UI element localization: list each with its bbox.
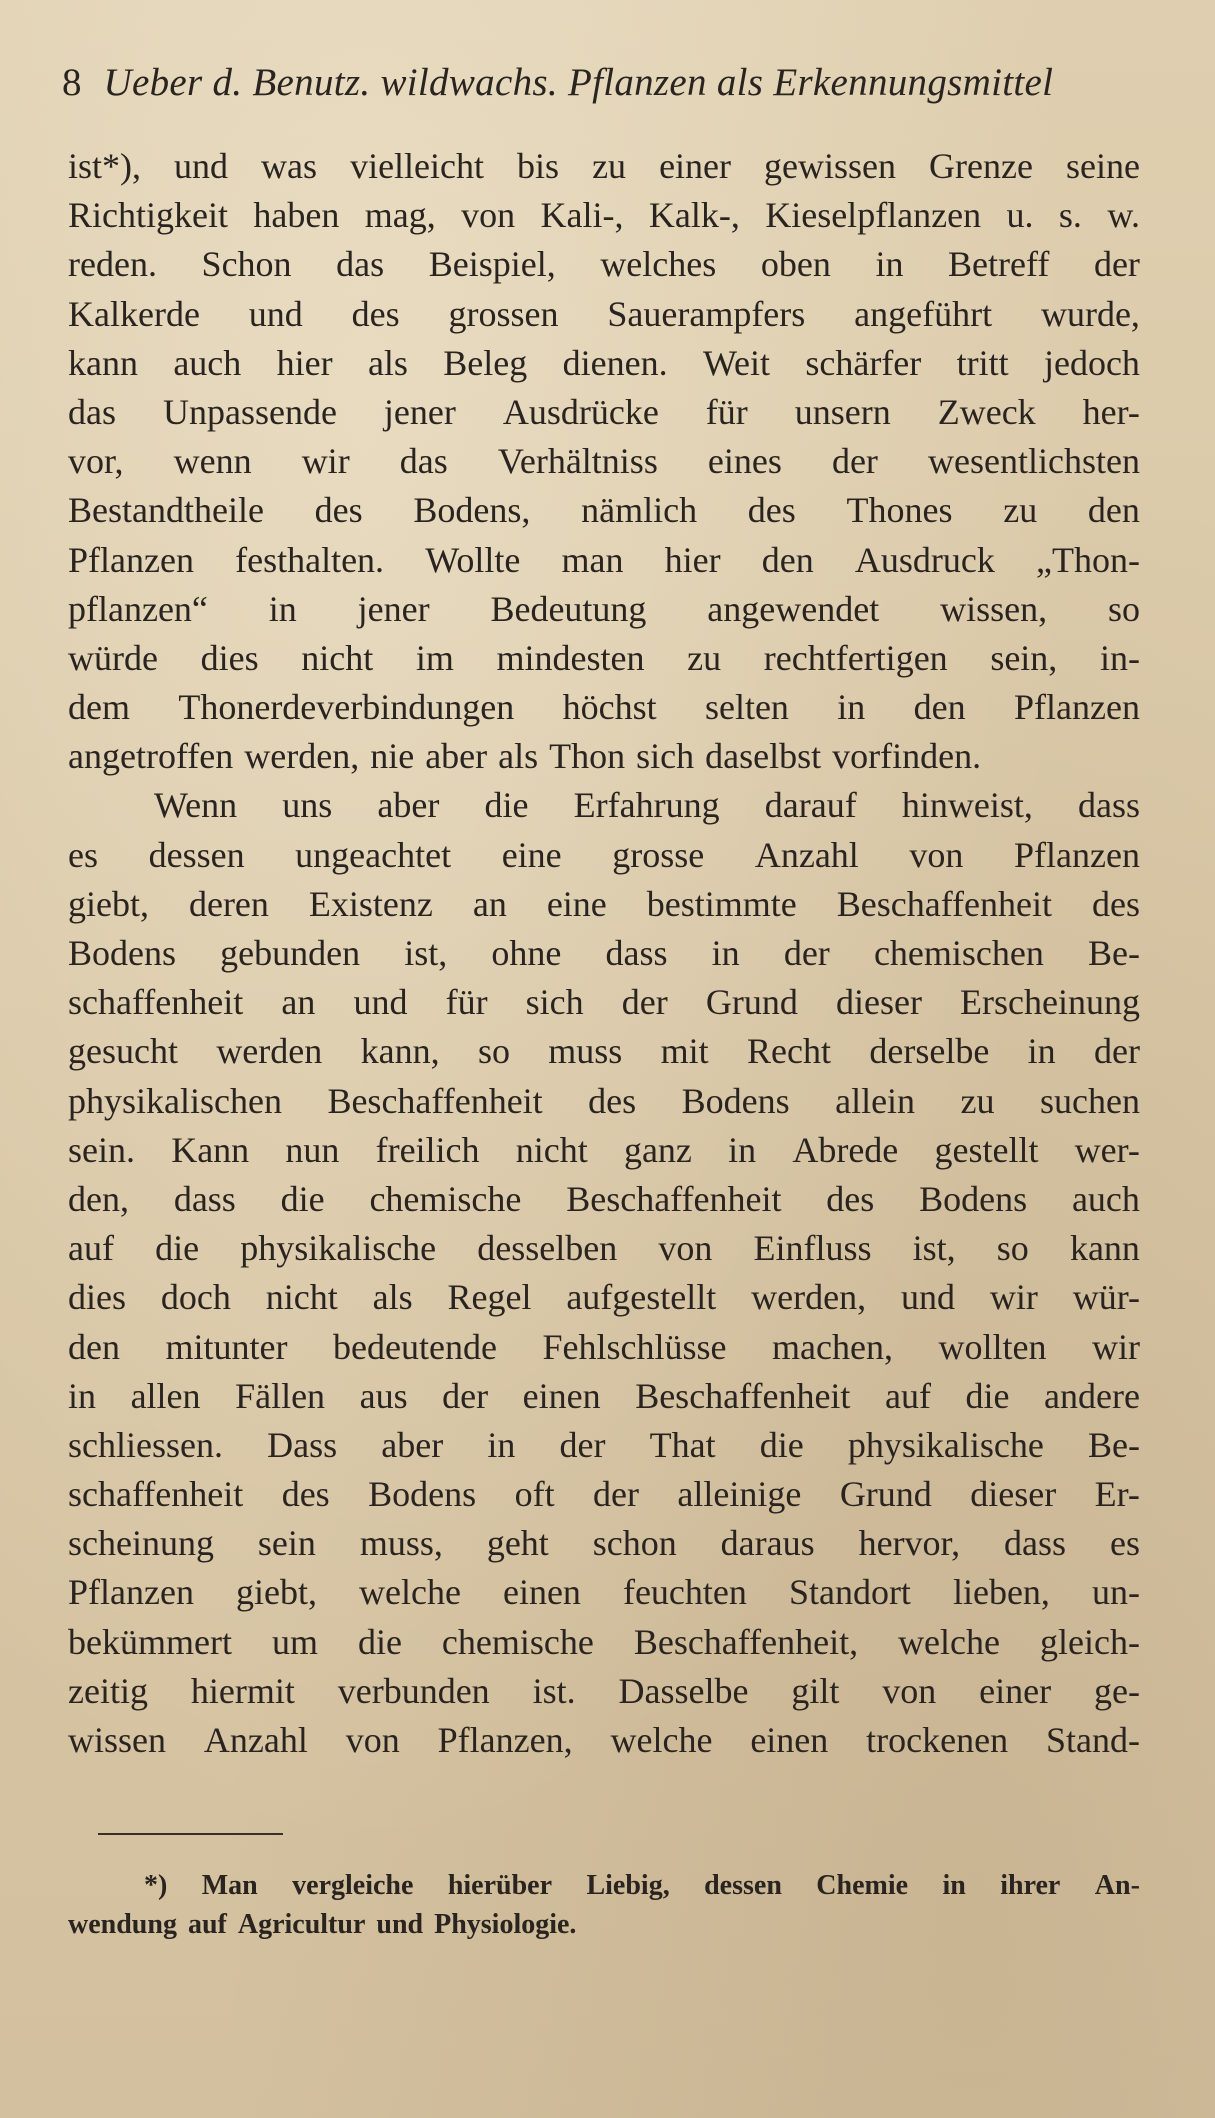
- text-line: pflanzen“ in jener Bedeutung angewendet wissen, so: [68, 588, 1140, 629]
- text-line: gesucht werden kann, so muss mit Recht derselbe in der: [68, 1031, 1140, 1072]
- text-line: kann auch hier als Beleg dienen. Weit schärfer tritt jedoch: [68, 342, 1140, 383]
- text-line: den, dass die chemische Beschaffenheit des Bodens auch: [68, 1178, 1140, 1219]
- text-line: Wenn uns aber die Erfahrung darauf hinweist, dass: [154, 785, 1140, 826]
- text-line: schaffenheit an und für sich der Grund dieser Erscheinung: [68, 982, 1140, 1023]
- footnote: [68, 1866, 1140, 1944]
- text-line: angetroffen werden, nie aber als Thon sich daselbst vorfinden.: [68, 736, 982, 777]
- text-line: es dessen ungeachtet eine grosse Anzahl von Pflanzen: [68, 834, 1140, 875]
- text-line: auf die physikalische desselben von Einfluss ist, so kann: [68, 1228, 1140, 1269]
- text-line: physikalischen Beschaffenheit des Bodens allein zu suchen: [68, 1080, 1140, 1121]
- footnote-line: *) Man vergleiche hierüber Liebig, dessen Chemie in ihrer An-: [144, 1870, 1140, 1901]
- text-line: Pflanzen festhalten. Wollte man hier den Ausdruck „Thon-: [68, 539, 1140, 580]
- text-line: dies doch nicht als Regel aufgestellt werden, und wir wür-: [68, 1277, 1140, 1318]
- page-header: [62, 58, 1142, 108]
- text-line: Pflanzen giebt, welche einen feuchten Standort lieben, un-: [68, 1572, 1140, 1613]
- text-line: vor, wenn wir das Verhältniss eines der wesentlichsten: [68, 441, 1140, 482]
- text-line: schliessen. Dass aber in der That die physikalische Be-: [68, 1424, 1140, 1465]
- text-line: würde dies nicht im mindesten zu rechtfertigen sein, in-: [68, 637, 1140, 678]
- footnote-line: wendung auf Agricultur und Physiologie.: [68, 1909, 577, 1940]
- text-line: den mitunter bedeutende Fehlschlüsse machen, wollten wir: [68, 1326, 1140, 1367]
- text-line: schaffenheit des Bodens oft der alleinige Grund dieser Er-: [68, 1474, 1140, 1515]
- text-line: dem Thonerdeverbindungen höchst selten in den Pflanzen: [68, 687, 1140, 728]
- text-line: zeitig hiermit verbunden ist. Dasselbe gilt von einer ge-: [68, 1670, 1140, 1711]
- text-line: wissen Anzahl von Pflanzen, welche einen trockenen Stand-: [68, 1720, 1140, 1760]
- text-line: in allen Fällen aus der einen Beschaffenheit auf die andere: [68, 1375, 1140, 1416]
- running-title: Ueber d. Benutz. wildwachs. Pflanzen als Erkennungsmittel: [103, 61, 1054, 104]
- text-line: bekümmert um die chemische Beschaffenheit, welche gleich-: [68, 1621, 1140, 1662]
- text-line: Richtigkeit haben mag, von Kali-, Kalk-, Kieselpflanzen u. s. w.: [68, 195, 1140, 236]
- page-number: 8: [62, 61, 82, 104]
- text-line: Kalkerde und des grossen Sauerampfers angeführt wurde,: [68, 293, 1140, 334]
- text-line: reden. Schon das Beispiel, welches oben in Betreff der: [68, 244, 1140, 285]
- body-text: [68, 142, 1140, 1765]
- text-line: Bestandtheile des Bodens, nämlich des Thones zu den: [68, 490, 1140, 531]
- text-line: ist*), und was vielleicht bis zu einer gewissen Grenze seine: [68, 146, 1140, 186]
- text-line: Bodens gebunden ist, ohne dass in der chemischen Be-: [68, 933, 1140, 973]
- text-line: das Unpassende jener Ausdrücke für unsern Zweck her-: [68, 391, 1140, 432]
- text-line: sein. Kann nun freilich nicht ganz in Abrede gestellt wer-: [68, 1129, 1140, 1170]
- footnote-divider: [98, 1833, 283, 1835]
- text-line: scheinung sein muss, geht schon daraus hervor, dass es: [68, 1523, 1140, 1564]
- text-line: giebt, deren Existenz an eine bestimmte Beschaffenheit des: [68, 883, 1140, 924]
